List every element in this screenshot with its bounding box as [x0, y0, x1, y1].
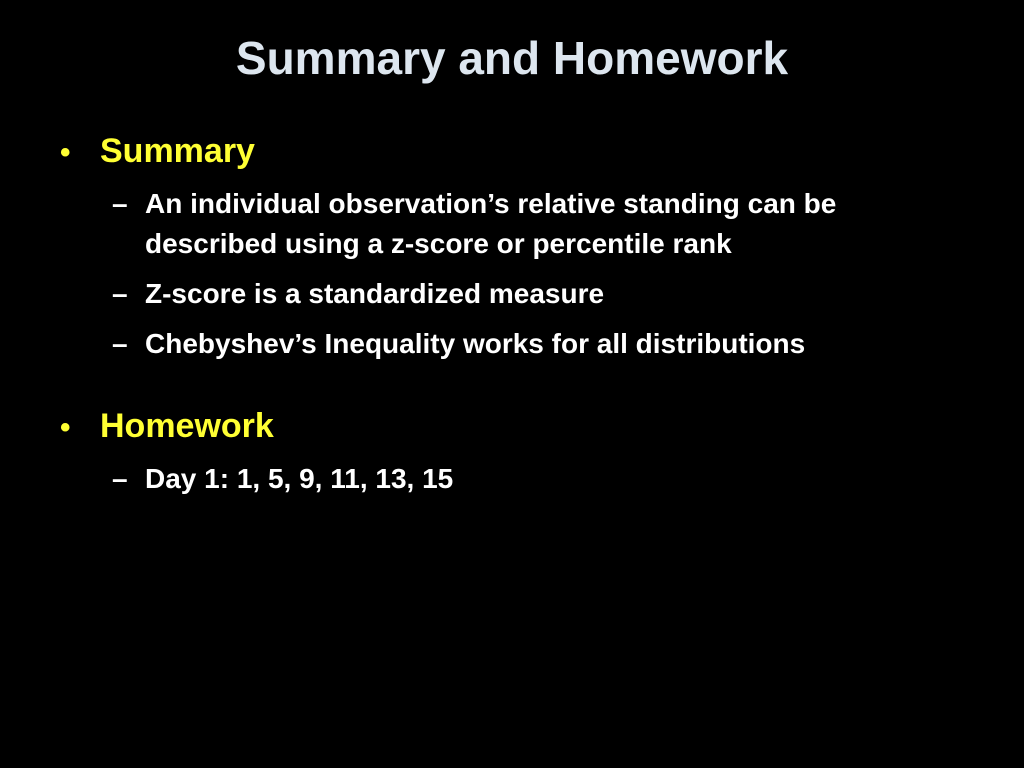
homework-sub-list [60, 459, 980, 499]
dash-icon: – [112, 188, 128, 219]
sub-item-text: Z-score is a standardized measure [145, 278, 605, 309]
bullet-summary [60, 130, 980, 174]
sub-item-text: Chebyshev’s Inequality works for all distributions [145, 328, 806, 359]
sub-item-text: An individual observation’s relative standing can be described using a z-score or percentile rank [145, 188, 837, 259]
section-summary [60, 130, 980, 364]
sub-item-day-1 [112, 459, 980, 499]
dash-icon: – [112, 463, 128, 494]
dash-icon: – [112, 278, 128, 309]
section-heading-summary: Summary [100, 132, 255, 170]
sub-item-text: Day 1: 1, 5, 9, 11, 13, 15 [145, 463, 454, 494]
bullet-homework [60, 405, 980, 449]
summary-sub-list [60, 184, 980, 364]
slide-title: Summary and Homework [235, 32, 789, 84]
bullet-dot-icon: • [60, 136, 71, 169]
dash-icon: – [112, 328, 128, 359]
sub-item-chebyshev [112, 324, 980, 364]
section-heading-homework: Homework [100, 407, 274, 445]
bullet-dot-icon: • [60, 411, 71, 444]
sub-item-z-score [112, 274, 980, 314]
section-homework [60, 405, 980, 499]
sub-item-relative-standing [112, 184, 980, 264]
